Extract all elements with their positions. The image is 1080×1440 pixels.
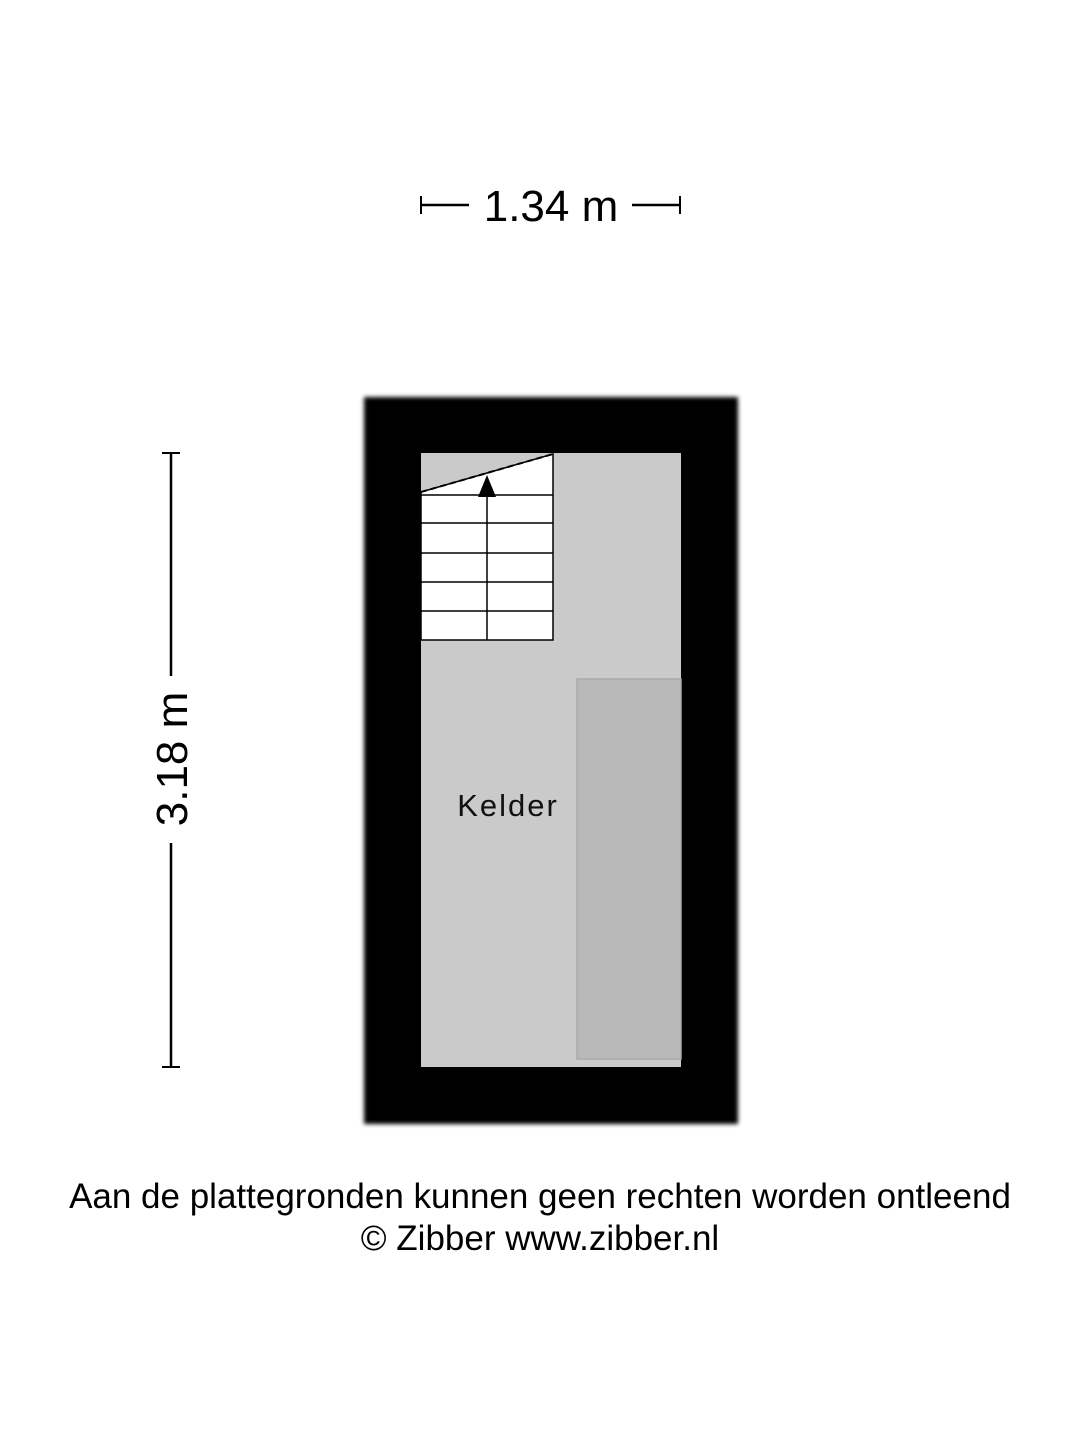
width-dimension — [421, 182, 680, 231]
built-in-fixture — [577, 679, 681, 1059]
height-dimension-label: 3.18 m — [148, 691, 197, 827]
disclaimer-text: Aan de plattegronden kunnen geen rechten worden ontleend — [69, 1177, 1011, 1216]
height-dimension — [148, 453, 197, 1067]
width-dimension-label: 1.34 m — [483, 182, 619, 231]
copyright-text: © Zibber www.zibber.nl — [360, 1219, 720, 1258]
room-label: Kelder — [457, 788, 559, 823]
